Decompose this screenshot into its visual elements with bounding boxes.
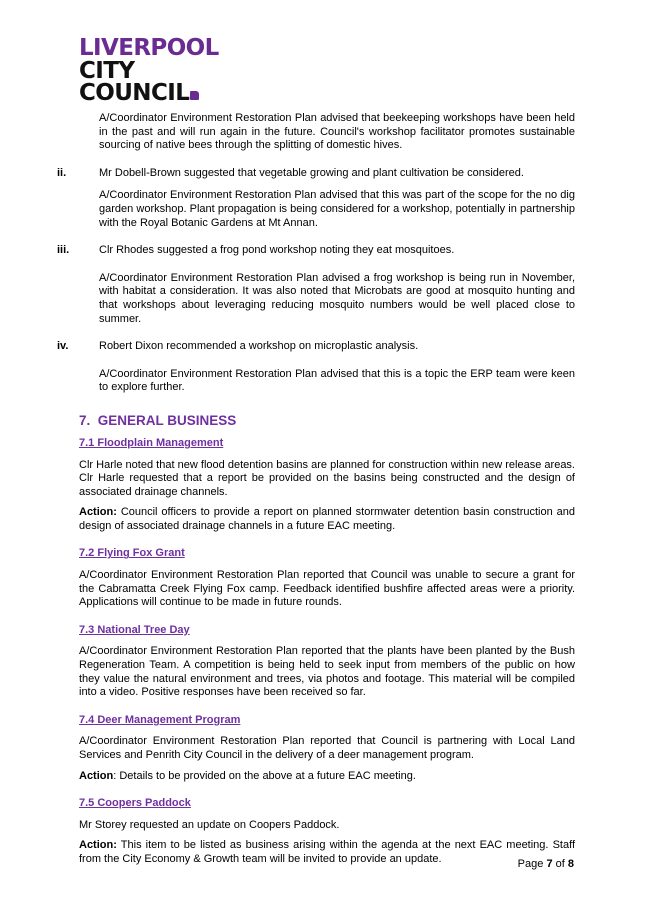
- list-item-response: A/Coordinator Environment Restoration Plan advised that this was part of the scope for the no dig garden workshop. Plant propagation is being considered for a workshop, potentially in partnership with the Royal Botanic Gardens at Mt Annan.: [99, 189, 575, 229]
- list-item: [57, 244, 575, 326]
- list-item: [57, 166, 575, 230]
- logo-line-3: [79, 82, 219, 105]
- subsection-heading-floodplain: 7.1 Floodplain Management: [79, 436, 224, 449]
- section-number: 7.: [79, 412, 91, 428]
- list-item-text: Mr Dobell-Brown suggested that vegetable growing and plant cultivation be considered.: [99, 166, 524, 179]
- logo-dot-icon: [190, 91, 199, 100]
- list-item-text: Clr Rhodes suggested a frog pond workshop noting they eat mosquitoes.: [99, 244, 455, 257]
- logo-line-1: LIVERPOOL: [79, 35, 219, 61]
- page-total: 8: [567, 858, 574, 870]
- intro-paragraph: A/Coordinator Environment Restoration Plan advised that beekeeping workshops have been held in the past and will run again in the future. Council's workshop facilitator promotes sustainable sourcing of native bees through the splitting of domestic hives.: [99, 112, 575, 152]
- action-text: : Details to be provided on the above at a future EAC meeting.: [113, 769, 416, 782]
- page-footer: [518, 857, 574, 871]
- flying-fox-paragraph: A/Coordinator Environment Restoration Plan reported that Council was unable to secure a grant for the Cabramatta Creek Flying Fox camp. Feedback identified bushfire affected areas were a priority. Applications will continue to be made in future rounds.: [79, 569, 575, 609]
- section-heading: [79, 413, 575, 429]
- floodplain-paragraph: Clr Harle noted that new flood detention basins are planned for construction within new release areas. Clr Harle requested that a report be provided on the basins being constructed and the design of associated drainage channels.: [79, 458, 575, 498]
- subsection-heading-tree-day: 7.3 National Tree Day: [79, 623, 190, 636]
- coopers-action: [79, 839, 575, 866]
- floodplain-action: [79, 506, 575, 533]
- list-item-number: iii.: [57, 244, 70, 257]
- list-item: [57, 340, 575, 395]
- coopers-paragraph: Mr Storey requested an update on Coopers Paddock.: [79, 818, 340, 831]
- action-label: Action:: [79, 839, 117, 852]
- council-logo: [79, 37, 219, 105]
- page-of-word: of: [555, 858, 565, 870]
- list-item-response: A/Coordinator Environment Restoration Plan advised a frog workshop is being run in November, with habitat a consideration. It was also noted that Microbats are good at mosquito hunting and that workshops about leveraging reducing mosquito numbers would be well placed close to summer.: [99, 271, 575, 325]
- tree-day-paragraph: A/Coordinator Environment Restoration Plan reported that the plants have been planted by the Bush Regeneration Team. A competition is being held to seek input from members of the public on how they value the natural environment and trees, via photos and footage. This material will be compiled into a video. Positive responses have been received so far.: [79, 645, 575, 699]
- action-label: Action:: [79, 506, 117, 519]
- deer-action: [79, 770, 575, 784]
- document-body: [57, 112, 575, 867]
- logo-line-2: CITY: [79, 57, 135, 84]
- action-text: Council officers to provide a report on planned stormwater detention basin construction and design of associated drainage channels in a future EAC meeting.: [79, 506, 575, 532]
- list-item-number: iv.: [57, 340, 69, 353]
- page-current: 7: [546, 858, 553, 870]
- subsection-heading-coopers: 7.5 Coopers Paddock: [79, 797, 191, 810]
- list-item-number: ii.: [57, 166, 67, 179]
- subsection-heading-flying-fox: 7.2 Flying Fox Grant: [79, 547, 185, 560]
- logo-line-3-text: COUNCIL: [79, 80, 190, 106]
- list-item-response: A/Coordinator Environment Restoration Plan advised that this is a topic the ERP team were keen to explore further.: [99, 367, 575, 394]
- action-label: Action: [79, 769, 114, 782]
- page-word: Page: [517, 858, 544, 870]
- subsection-heading-deer: 7.4 Deer Management Program: [79, 713, 241, 726]
- list-item-text: Robert Dixon recommended a workshop on microplastic analysis.: [99, 340, 419, 353]
- action-text: This item to be listed as business arising within the agenda at the next EAC meeting. Staff from the City Economy & Growth team will be invited to provide an update.: [79, 839, 575, 865]
- deer-paragraph: A/Coordinator Environment Restoration Plan reported that Council is partnering with Local Land Services and Penrith City Council in the delivery of a deer management program.: [79, 735, 575, 761]
- section-title: GENERAL BUSINESS: [97, 412, 237, 428]
